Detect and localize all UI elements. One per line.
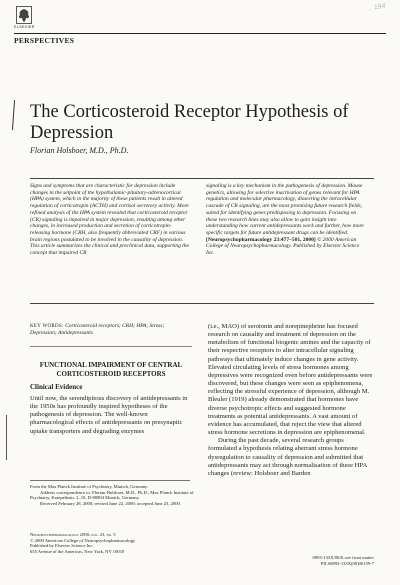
article-author: Florian Holsboer, M.D., Ph.D. — [30, 146, 129, 155]
body-paragraph: Until now, the serendipitous discovery of antidepressants in the 1950s has profoundly inspired hypotheses of the pathogenesis of depression. The well-known pharmacological effects of antidepressants on presynaptic uptake transporters and degrading enzymes — [30, 395, 188, 435]
issn-info — [254, 555, 374, 566]
footnote-address: Address correspondence to: Florian Holsboer, M.D., Ph.D., Max Planck Institute of Psychiatry, Kraepelinstr. 2–10, D-80804 Munich, Germany. — [30, 489, 194, 501]
footnote — [30, 484, 194, 506]
pub-copyright: © 2000 American College of Neuropsychopharmacology — [30, 537, 136, 543]
publisher-name: ELSEVIER — [14, 25, 35, 29]
body-paragraph: (i.e., MAO) of serotonin and norepinephrine has focused research on causality and treatment of depression on the metabolism of functional biogenic amines and the capacity of their respective receptors to alter intracellular signaling pathways that ultimately induce changes in gene activity. Elevated circulating levels of stress hormones among depressives were recognized even before antidepressants were discovered, but these changes were seen as epiphenomena, reflecting the stressful experience of depression, although M. Bleuler (1919) already demonstrated that hormones have diverse psychotropic effects and suggested hormone treatments as potential antidepressants. A vast amount of evidence has accumulated, that reject the view that altered stress hormone secretions in depression are epiphenomenal. — [208, 323, 373, 437]
section-label: PERSPECTIVES — [14, 36, 75, 45]
pub-publisher: Published by Elsevier Science Inc. — [30, 543, 94, 549]
keywords-label: KEY WORDS: — [30, 324, 64, 329]
footnote-rule — [30, 480, 190, 481]
body-paragraph: During the past decade, several research groups formulated a hypothesis relating aberrant stress hormone dysregulation to causality of depression and submitted that antidepressants may act through normalisation of these HPA changes (review: Holsboer and Barden — [208, 437, 367, 477]
pii-line: PII S0893-133X(00)00159-7 — [320, 560, 374, 566]
abstract-right-column — [206, 183, 365, 257]
journal-citation: Neuropsychopharmacology 2000–vol. 23, no. 5 — [30, 532, 116, 537]
elsevier-tree-icon — [16, 6, 32, 24]
keywords — [30, 323, 190, 337]
body-right-column — [208, 323, 374, 478]
footnote-affiliation: From the Max Planck Institute of Psychiatry, Munich, Germany. — [30, 484, 149, 489]
publication-info — [30, 532, 200, 554]
pub-address: 655 Avenue of the Americas, New York, NY 10010 — [30, 548, 125, 554]
footnote-received: Received February 28, 2000; revised June 22, 2000; accepted June 23, 2000. — [40, 500, 181, 506]
section-heading: FUNCTIONAL IMPAIRMENT OF CENTRAL CORTICOSTEROID RECEPTORS — [39, 361, 183, 378]
publisher-logo — [14, 6, 34, 29]
keywords-rule — [30, 346, 192, 347]
margin-mark — [6, 415, 7, 460]
abstract-right-text: signaling is a key mechanism in the pathogenesis of depression. Mouse genetics, allowing for selective inactivation of genes relevant for HPA regulation and molecular pharmacology, dissecting the intracellular cascade of CR signaling, are the most promising future research fields, suited for identifying genes predisposing to depression. Focusing on these two research lines may also allow to gain insight into understanding how current antidepressants work and further, how more specific targets for future antidepressant drugs can be identified. — [206, 183, 364, 236]
body-left-column — [30, 395, 192, 436]
abstract-left-column: Signs and symptoms that are characteristic for depression include changes in the setpoint of the hypothalamic-pituitary-adrenocortical (HPA) system, which in the majority of these patients result in altered regulation of corticotropin (ACTH) and cortisol secretory activity. More refined analysis of the HPA system revealed that corticosteroid receptor (CR) signaling is impaired in major depression, resulting among other changes, in increased production and secretion of corticotropin-releasing hormone (CRH, also frequently abbreviated CRF) in various brain regions postulated to be involved in the causality of depression. This article summarizes the clinical and preclinical data, supporting the concept that impaired CR — [30, 183, 189, 257]
margin-mark — [12, 100, 15, 130]
issn-line: 0893-133X/00/$–see front matter — [312, 555, 374, 560]
article-title: The Corticosteroid Receptor Hypothesis of Depression — [30, 102, 349, 143]
keywords-items: Corticosteroid receptors; CRH; HPA; Stress; Depression; Antidepressants — [30, 323, 165, 336]
header-rule — [14, 33, 386, 34]
handwritten-corner-mark: .. 194 — [368, 2, 387, 13]
abstract-copyright: © 2000 American College of Neuropsychopharmacology. Published by Elsevier Science Inc. — [206, 236, 360, 257]
abstract-citation: [Neuropsychopharmacology 23:477–501, 2000] — [206, 236, 316, 243]
section-subheading: Clinical Evidence — [30, 383, 83, 391]
